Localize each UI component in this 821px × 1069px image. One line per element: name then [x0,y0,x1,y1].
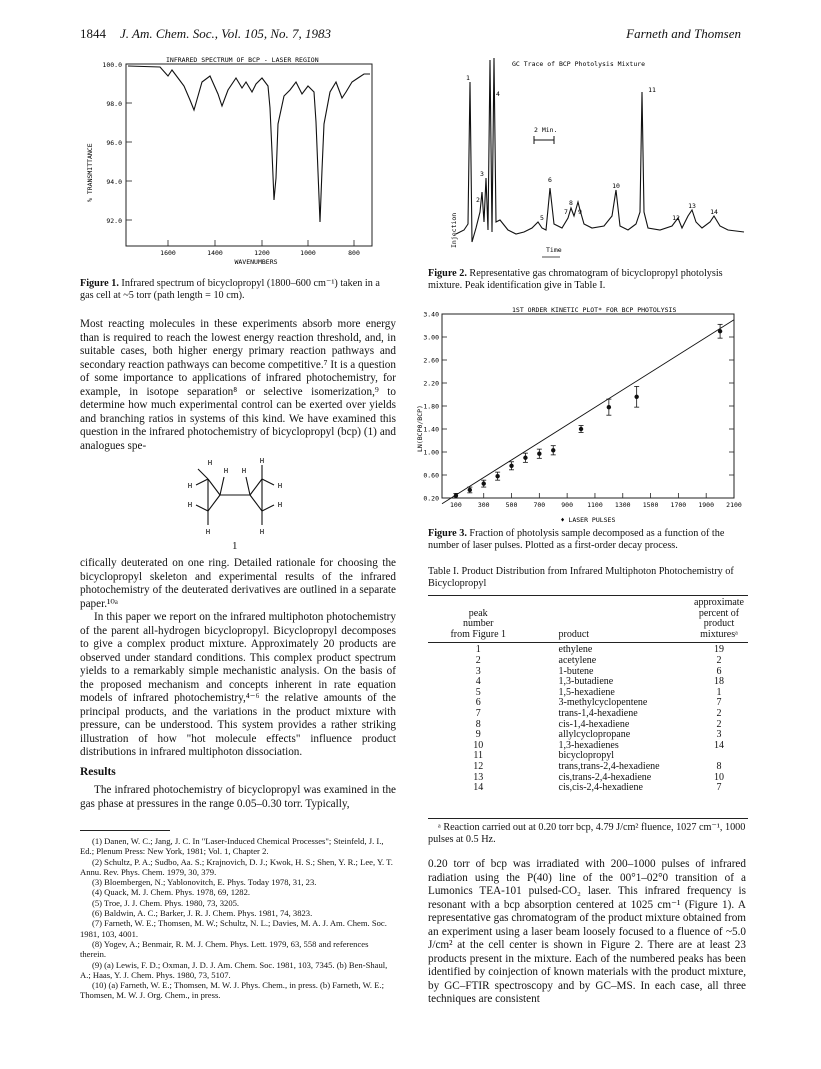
figure3-data-point [509,464,513,468]
reference-item: (7) Farneth, W. E.; Thomsen, M. W.; Schultz, N. L.; Davies, M. A. J. Am. Chem. Soc. 1981, 103, 4001. [80,918,387,939]
left-para-2: cifically deuterated on one ring. Detailed rationale for choosing the bicyclopropyl skeleton and experimental results of the infrared photochemistry of the deuterated derivatives are outlined in a separate paper.¹⁰ᵃ In this paper we report on the infrared multiphoton photochemistry of the parent all-hydrogen bicyclopropyl. Bicyclopropyl decomposes to give a complex product mixture. Approximately 20 products are observed under standard conditions. This complex product spectrum yields to a remarkably simple mechanistic analysis. On the basis of the proposed mechanism and concepts inherent in rate equation models of infrared photochemistry,⁴⁻⁶ the relative amounts of the principal products, and the variations in the product mixture with pressure, can be understood. This system provides a rather striking illustration of how "hot molecule effects" influence product distributions in infrared multiphoton dissociation. [80,557,396,758]
product-cell: 3-methylcyclopentene [558,697,648,709]
figure2-ylabel: Injection [450,212,458,248]
table-row [428,783,748,794]
figure1-ytick: 100.0 [102,61,122,69]
figure3-xtick: 300 [477,501,490,509]
figure3-ytick: 0.60 [423,471,439,480]
page-number: 1844 [80,26,106,41]
figure1-xtick: 1600 [160,249,176,257]
table-footnote: ᵃ Reaction carried out at 0.20 torr bcp, 4.79 J/cm² fluence, 1027 cm⁻¹, 1000 pulses at 0.5 Hz. [428,822,746,845]
atom-h: H [187,482,193,490]
figure3-data-point [495,474,499,478]
figure2-peak-label: 14 [710,208,718,216]
product-cell: 1,3-hexadienes [558,739,619,751]
figure3-xtick: 1100 [587,501,603,509]
figure1-ytick: 92.0 [106,217,122,225]
figure3-xtick: 2100 [726,501,742,509]
reference-item: (4) Quack, M. J. Chem. Phys. 1978, 69, 1282. [92,887,251,898]
atom-h: H [187,501,193,509]
percent-cell: 2 [716,654,722,666]
figure1-xtick: 1200 [254,249,270,257]
product-cell: 1,3-butadiene [558,676,614,688]
peak-cell: 7 [475,707,481,719]
percent-cell: 19 [714,644,724,656]
left-para-1: Most reacting molecules in these experiments absorb more energy than is required to reach the lowest energy reaction threshold, and, in suitable cases, both higher energy primary reaction pathways and secondary reaction pathways can become competitive.⁷ It is a question of some importance to applications of infrared photochemistry, for example, in isotope separation⁸ or selective isomerization,⁹ to determine how much experimental control can be exerted over yields and branching ratios in systems of this kind. We have examined this question in the infrared photochemistry of bicyclopropyl (bcp) (1) and analogues spe- [80,318,396,452]
figure3-xtick: 900 [561,501,574,509]
percent-cell: 7 [716,782,722,794]
reference-item: (9) (a) Lewis, F. D.; Oxman, J. D. J. Am. Chem. Soc. 1981, 103, 7345. (b) Ben-Shaul, A.; Haas, Y. J. Chem. Phys. 1980, 73, 5107. [80,959,388,980]
figure1-caption: Figure 1. Infrared spectrum of bicyclopropyl (1800–600 cm⁻¹) taken in a gas cell at ~5 torr (path length = 10 cm). [80,278,380,301]
figure3-ytick: 1.00 [423,448,439,457]
product-cell: cis,cis-2,4-hexadiene [558,782,643,794]
references-list [80,836,396,1001]
product-cell: acetylene [558,654,597,666]
peak-cell: 9 [475,729,481,741]
footnote-rule [80,830,170,831]
peak-cell: 6 [475,697,481,709]
figure3-ytick: 3.00 [423,333,439,342]
bicyclopropyl-structure [180,455,290,545]
product-cell: 1,5-hexadiene [558,686,615,698]
compound-number: 1 [232,540,238,552]
peak-cell: 11 [473,750,484,762]
percent-cell: 8 [716,760,722,772]
figure3-data-point [634,395,638,399]
peak-cell: 2 [475,654,481,666]
product-cell: cis,trans-2,4-hexadiene [558,771,652,783]
atom-h: H [205,528,211,536]
figure3-xtick: 1500 [642,501,659,509]
percent-cell: 10 [714,771,724,783]
col-peak-header: peak number from Figure 1 [450,607,507,640]
reference-item: (3) Bloembergen, N.; Yablonovitch, E. Phys. Today 1978, 31, 23. [92,877,317,888]
figure2-peak-label: 11 [648,86,656,94]
atom-h: H [223,467,229,475]
peak-cell: 3 [475,665,481,677]
percent-cell: 1 [716,686,722,698]
product-cell: bicyclopropyl [558,750,615,762]
figure3-xlabel: ♦ LASER PULSES [560,516,616,524]
figure3-caption: Figure 3. Fraction of photolysis sample decomposed as a function of the number of laser pulses. Plotted as a first-order decay process. [428,528,725,551]
peak-cell: 5 [475,686,481,698]
figure1-xtick: 1400 [207,249,223,257]
peak-cell: 14 [473,782,484,794]
reference-item: (1) Danen, W. C.; Jang, J. C. In "Laser-Induced Chemical Processes"; Steinfeld, J. I., Ed.; Plenum Press: New York, 1981; Vol. 1, Chapter 2. [80,836,384,857]
figure1-xlabel: WAVENUMBERS [234,258,278,266]
figure3-xtick: 500 [505,501,518,509]
figure2-peak-label: 2 [476,196,480,204]
figure2-title: GC Trace of BCP Photolysis Mixture [512,60,646,68]
figure3-ytick: 2.60 [423,356,439,365]
figure1-ytick: 96.0 [106,139,122,147]
figure3-ytick: 0.20 [423,494,439,503]
figure1-title: INFRARED SPECTRUM OF BCP - LASER REGION [166,56,319,64]
figure2-peak-label: 10 [612,182,620,190]
figure3-data-point [607,405,611,409]
col-percent-header: approximate percent of product mixturesᵃ [694,597,744,640]
table-bottom-rule [428,818,748,819]
col-product-header: product [558,628,590,640]
figure2-xlabel: Time [546,246,562,254]
table-row [428,762,748,773]
table-row [428,656,748,667]
product-cell: trans,trans-2,4-hexadiene [558,760,660,772]
peak-cell: 12 [473,760,484,772]
atom-h: H [259,528,265,536]
figure2-scale-label: 2 Min. [534,126,558,134]
atom-h: H [241,467,247,475]
figure1-spectrum-trace [128,66,370,222]
figure2-gc-trace [428,52,748,266]
figure3-data-point [482,481,486,485]
figure3-data-point [523,456,527,460]
figure3-ytick: 2.20 [423,379,439,388]
figure1-ytick: 98.0 [106,100,122,108]
figure2-peak-label: 13 [688,202,696,210]
figure3-title: 1ST ORDER KINETIC PLOT* FOR BCP PHOTOLYSIS [512,306,677,314]
figure1-xtick: 800 [348,249,360,257]
figure3-data-point [579,427,583,431]
table-title: Table I. Product Distribution from Infrared Multiphoton Photochemistry of Bicyclopropyl [428,566,734,589]
figure2-chromatogram [456,58,744,242]
figure3-xtick: 1700 [670,501,687,509]
figure2-peak-label: 3 [480,170,484,178]
atom-h: H [259,457,265,465]
figure3-data-point [454,494,458,498]
figure1-ylabel: % TRANSMITTANCE [86,143,94,202]
figure3-xtick: 1300 [614,501,631,509]
percent-cell: 14 [714,739,724,751]
atom-h: H [207,459,213,467]
figure1-ytick: 94.0 [106,178,122,186]
table-top-rule [428,595,748,596]
figure2-caption: Figure 2. Representative gas chromatogram of bicyclopropyl photolysis mixture. Peak identification give in Table I. [428,268,723,291]
figure2-peak-label: 1 [466,74,470,82]
figure3-fit-line [442,320,734,504]
figure2-peak-label: 9 [578,208,582,216]
product-cell: allylcyclopropane [558,729,631,741]
reference-item: (8) Yogev, A.; Benmair, R. M. J. Chem. Phys. Lett. 1979, 63, 558 and references therein. [80,938,369,960]
figure3-ylabel: LN(BCP0/BCP) [416,405,424,452]
figure3-xtick: 1900 [698,501,715,509]
results-heading: Results [80,766,116,778]
reference-item: (10) (a) Farneth, W. E.; Thomsen, M. W. J. Phys. Chem., in press. (b) Farneth, W. E.; Thomsen, M. W. J. Org. Chem., in press. [80,980,385,1001]
figure2-peak-label: 12 [672,214,680,222]
figure3-data-point [718,329,722,333]
journal-citation: J. Am. Chem. Soc., Vol. 105, No. 7, 1983 [120,26,331,41]
running-authors: Farneth and Thomsen [626,26,741,41]
figure2-peak-label: 6 [548,176,552,184]
peak-cell: 8 [475,718,481,730]
product-cell: trans-1,4-hexadiene [558,707,638,719]
figure1-xtick: 1000 [300,249,316,257]
figure3-data-point [537,452,541,456]
product-cell: 1-butene [558,665,594,677]
reference-item: (5) Troe, J. J. Chem. Phys. 1980, 73, 3205. [92,897,240,908]
percent-cell: 7 [716,697,722,709]
figure3-ytick: 1.40 [423,425,439,434]
percent-cell: 2 [716,707,722,719]
peak-cell: 4 [475,676,481,688]
figure2-peak-label: 8 [569,199,573,207]
peak-cell: 1 [475,644,481,656]
right-para-1: 0.20 torr of bcp was irradiated with 200–1000 pulses of infrared radiation using the P(40) line of the 00°1–02°0 transition of a Lumonics TEA-101 pulsed-CO₂ laser. This infrared frequency is resonant with a bcp absorption centered at 1025 cm⁻¹ (Figure 1). A representative gas chromatogram of the product mixture obtained from an experiment using a laser beam loosely focused to a fluence of ~5.0 J/cm² at the cell center is shown in Figure 2. There are at least 23 products present in the mixture. Each of the numbered peaks has been identified by coinjection of known materials with the product mixture, by GC–FTIR spectroscopy and by GC–MS. In each case, all three techniques are consistent [428,858,746,1005]
atom-h: H [277,482,283,490]
percent-cell: 3 [716,729,722,741]
peak-cell: 10 [473,739,484,751]
percent-cell: 2 [716,718,722,730]
figure3-ytick: 3.40 [423,310,439,319]
product-cell: cis-1,4-hexadiene [558,718,630,730]
figure1-ir-spectrum [80,52,380,278]
reference-item: (6) Baldwin, A. C.; Barker, J. R. J. Chem. Phys. 1981, 74, 3823. [92,908,313,919]
figure2-peak-label: 5 [540,214,544,222]
figure3-ytick: 1.80 [423,402,439,411]
figure3-kinetic-plot [412,302,752,524]
figure3-data-point [551,448,555,452]
figure2-peak-label: 7 [564,208,568,216]
figure3-data-point [468,488,472,492]
atom-h: H [277,501,283,509]
figure2-peak-label: 4 [496,90,500,98]
peak-cell: 13 [473,771,484,783]
percent-cell: 18 [714,676,724,688]
figure3-xtick: 100 [450,501,462,509]
reference-item: (2) Schultz, P. A.; Sudbo, Aa. S.; Krajnovich, D. J.; Kwok, H. S.; Shen, Y. R.; Lee, Y. T. Annu. Rev. Phys. Chem. 1979, 30, 379. [80,856,393,877]
left-para-4: The infrared photochemistry of bicyclopropyl was examined in the gas phase at pressures in the range 0.05–0.30 torr. Typically, [80,784,396,810]
product-table [428,598,748,794]
product-cell: ethylene [558,644,593,656]
figure3-xtick: 700 [533,501,546,509]
table-row [428,709,748,720]
percent-cell: 6 [716,665,722,677]
